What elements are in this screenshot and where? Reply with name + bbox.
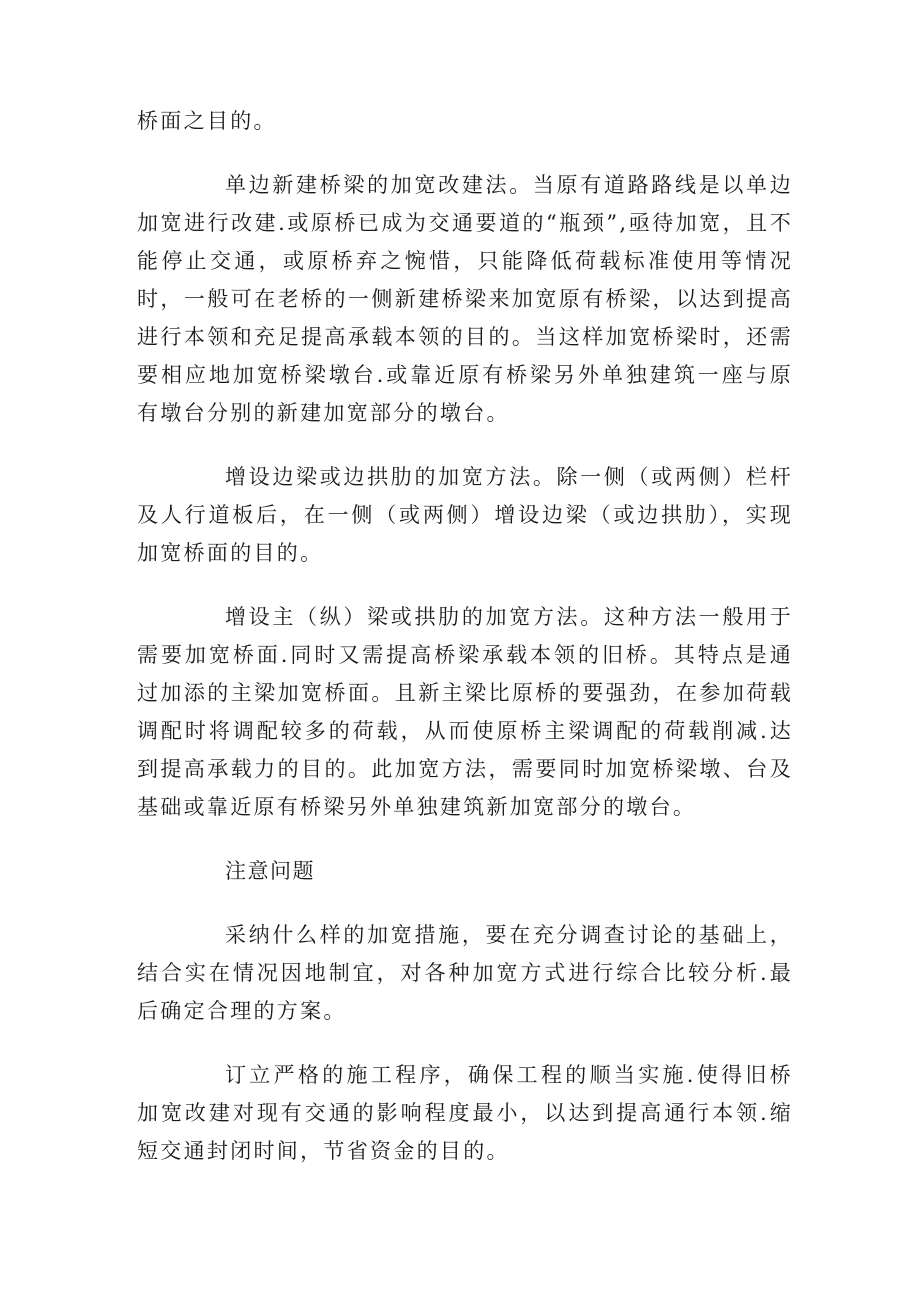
- document-body: [137, 102, 793, 1170]
- paragraph-gap: [137, 826, 793, 852]
- paragraph-gap: [137, 140, 793, 166]
- paragraph-edge-beam-widening: 增设边梁或边拱肋的加宽方法。除一侧（或两侧）栏杆及人行道板后，在一侧（或两侧）增设边梁（或边拱肋），实现加宽桥面的目的。: [137, 465, 793, 565]
- paragraph-continuation: 桥面之目的。: [137, 109, 277, 133]
- paragraph-gap: [137, 1030, 793, 1056]
- paragraph-gap: [137, 890, 793, 916]
- paragraph-choose-measures: 采纳什么样的加宽措施，要在充分调查讨论的基础上，结合实在情况因地制宜，对各种加宽方式进行综合比较分析.最后确定合理的方案。: [137, 923, 793, 1023]
- paragraph-gap: [137, 432, 793, 458]
- section-heading-notes: 注意问题: [225, 859, 315, 883]
- paragraph-main-beam-widening: 增设主（纵）梁或拱肋的加宽方法。这种方法一般用于需要加宽桥面.同时又需提高桥梁承载本领的旧桥。其特点是通过加添的主梁加宽桥面。且新主梁比原桥的要强劲，在参加荷载调配时将调配较多的荷载，从而使原桥主梁调配的荷载削减.达到提高承载力的目的。此加宽方法，需要同时加宽桥梁墩、台及基础或靠近原有桥梁另外单独建筑新加宽部分的墩台。: [137, 605, 793, 819]
- paragraph-construction-procedure: 订立严格的施工程序，确保工程的顺当实施.使得旧桥加宽改建对现有交通的影响程度最小，以达到提高通行本领.缩短交通封闭时间，节省资金的目的。: [137, 1063, 793, 1163]
- paragraph-single-side-widening: 单边新建桥梁的加宽改建法。当原有道路路线是以单边加宽进行改建.或原桥已成为交通要道的“瓶颈”,亟待加宽，且不能停止交通，或原桥弃之惋惜，只能降低荷载标准使用等情况时，一般可在老桥的一侧新建桥梁来加宽原有桥梁，以达到提高进行本领和充足提高承载本领的目的。当这样加宽桥梁时，还需要相应地加宽桥梁墩台.或靠近原有桥梁另外单独建筑一座与原有墩台分别的新建加宽部分的墩台。: [137, 173, 793, 425]
- paragraph-gap: [137, 572, 793, 598]
